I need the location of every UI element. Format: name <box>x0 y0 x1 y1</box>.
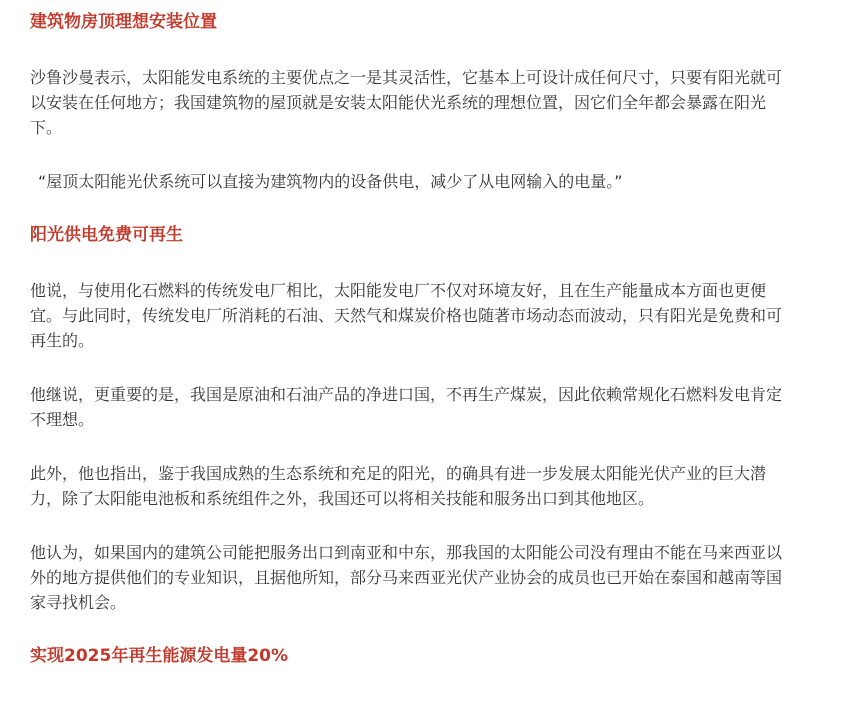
section-heading-rooftop-installation: 建筑物房顶理想安装位置 <box>30 12 217 32</box>
paragraph-flexibility: 沙鲁沙曼表示，太阳能发电系统的主要优点之一是其灵活性，它基本上可设计成任何尺寸，只要有阳光就可以安装在任何地方；我国建筑物的屋顶就是安装太阳能伏光系统的理想位置，因它们全年都会暴露在阳光下。 <box>30 68 783 137</box>
paragraph-cost-comparison: 他说，与使用化石燃料的传统发电厂相比，太阳能发电厂不仅对环境友好，且在生产能量成本方面也更便宜。与此同时，传统发电厂所消耗的石油、天然气和煤炭价格也随著市场动态而波动，只有阳光是免费和可再生的。 <box>30 281 783 350</box>
article-body <box>30 0 790 668</box>
section-heading-free-renewable-sunlight: 阳光供电免费可再生 <box>30 225 183 245</box>
paragraph-ecosystem-potential: 此外，他也指出，鉴于我国成熟的生态系统和充足的阳光，的确具有进一步发展太阳能光伏产业的巨大潜力，除了太阳能电池板和系统组件之外，我国还可以将相关技能和服务出口到其他地区。 <box>30 464 767 508</box>
quote-rooftop-pv: “屋顶太阳能光伏系统可以直接为建筑物内的设备供电，减少了从电网输入的电量。” <box>38 172 623 191</box>
paragraph-net-importer: 他继说，更重要的是，我国是原油和石油产品的净进口国，不再生产煤炭，因此依赖常规化石燃料发电肯定不理想。 <box>30 385 783 429</box>
paragraph-export-opportunities: 他认为，如果国内的建筑公司能把服务出口到南亚和中东，那我国的太阳能公司没有理由不能在马来西亚以外的地方提供他们的专业知识，且据他所知，部分马来西亚光伏产业协会的成员也已开始在泰国和越南等国家寻找机会。 <box>30 543 783 612</box>
section-heading-2025-target: 实现2025年再生能源发电量20% <box>30 646 289 666</box>
